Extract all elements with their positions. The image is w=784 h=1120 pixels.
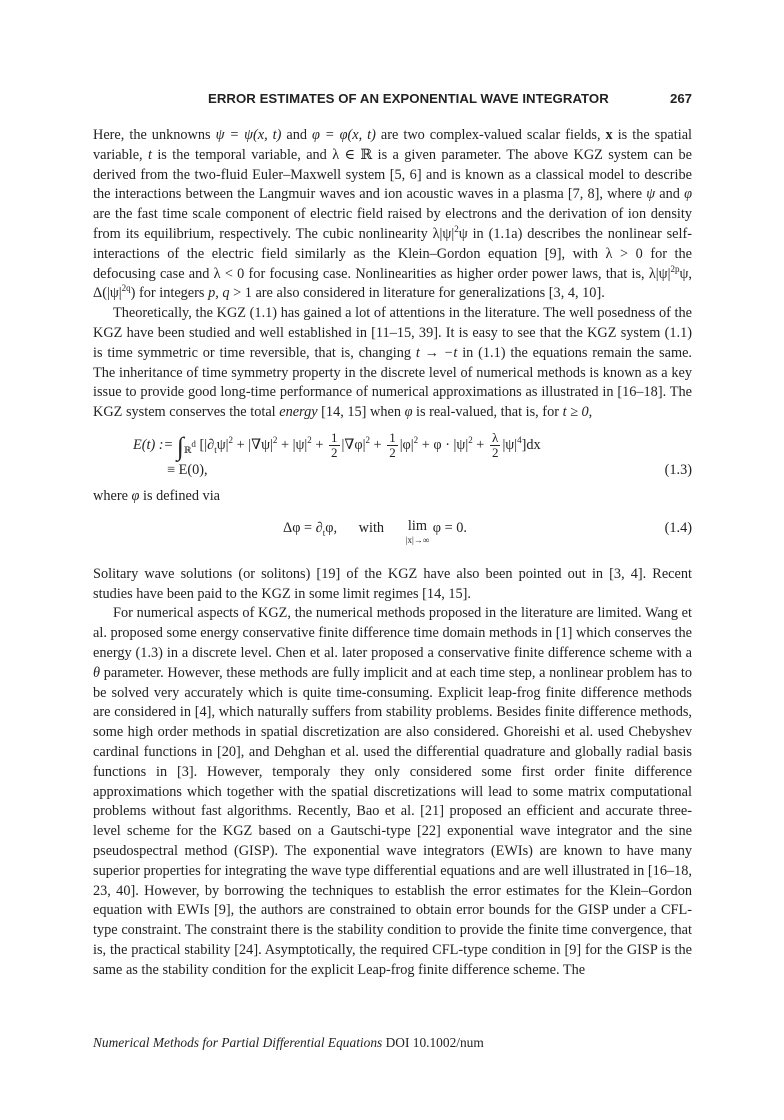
doi: DOI 10.1002/num — [382, 1035, 484, 1050]
equation-1-4: $\Delta\varphi = \partial_t\varphi$, with lim |x|→∞ φ = 0. (1.4) — [283, 517, 692, 545]
where-line: where φ is defined via — [93, 487, 221, 504]
paragraph-3: Solitary wave solutions (or solitons) [19] of the KGZ have also been pointed out in [3, 4]. Recent studies have been paid to the KGZ in some limit regimes [14, 15]. — [93, 565, 692, 602]
equation-number: (1.3) — [664, 461, 692, 478]
paragraph-2: Theoretically, the KGZ (1.1) has gained a lot of attentions in the literature. The well posedness of the KGZ have been studied and well established in [11–15, 39]. It is easy to see that the KGZ system (1.1) is time symmetric or time reversible, that is, changing t → −t in (1.1) the equations remain the same. The inheritance of time symmetry property in the discrete level of numerical methods is known as a key issue to provide good long-time performance of numerical approximations as illustrated in [16–18]. The KGZ system conserves the total energy [14, 15] when φ is real-valued, that is, for t ≥ 0, — [93, 305, 692, 421]
equation-number: (1.4) — [664, 519, 692, 536]
page-number: 267 — [669, 91, 692, 106]
running-title: ERROR ESTIMATES OF AN EXPONENTIAL WAVE INTEGRATOR — [208, 91, 609, 106]
journal-name: Numerical Methods for Partial Differential Equations — [93, 1035, 383, 1050]
equation-1-3: E(t) := $\int_{ℝ^d}$ [$|\partial_t\psi|^2 + |\nabla\psi|^2 + |\psi|^2$ + $\frac{1}{2}$ $|\nabla\varphi|^2$ + $\frac{1}{2}$ $|\varphi|^2 + \varphi \cdot |\psi|^2$ + $\frac{\lambda}{2}$ $|\psi|^4]dx$ ≡ E(0), (1.3) — [93, 423, 692, 483]
paragraph-4: For numerical aspects of KGZ, the numerical methods proposed in the literature are limited. Wang et al. proposed some energy conservative finite difference time domain methods in [1] which conserves the energy (1.3) in a discrete level. Chen et al. later proposed a conservative finite difference scheme with a θ parameter. However, these methods are fully implicit and at each time step, a nonlinear problem has to be solved very accurately which is quite time-consuming. Explicit leap-frog finite difference methods are considered in [4], which naturally suffers from stability problems. Besides finite difference methods, some high order methods in spatial discretization are also considered. Ghoreishi et al. used Chebyshev cardinal functions in [20], and Dehghan et al. used the differential quadrature and globally radial basis functions in [3]. However, temporaly they only considered some first order finite difference approximations which together with the spatial discretizations will lead to some matrix computational problems without fast algorithms. Recently, Bao et al. [21] proposed an efficient and accurate three-level scheme for the KGZ based on a Gautschi-type [22] exponential wave integrator and the sine pseudospectral method (GISP). The exponential wave integrators (EWIs) are known to have many superior properties for integrating the wave type differential equations and are well illustrated in [16–18, 23, 40]. However, by borrowing the techniques to establish the error estimates for the Klein–Gordon equation with EWIs [9], the authors are constrained to obtain error bounds for the GISP under a CFL-type constraint. The constraint there is the stability condition to provide the finite time convergence, that is, the practical stability [24]. Asymptotically, the required CFL-type condition in [9] for the GISP is the same as the stability condition for the explicit Leap-frog finite difference scheme. The — [93, 605, 692, 978]
running-header — [200, 91, 692, 111]
page-footer — [93, 1035, 484, 1051]
body-text — [93, 126, 692, 980]
paragraph-1: Here, the unknowns ψ = ψ(x, t) and φ = φ(x, t) are two complex-valued scalar fields, x is the spatial variable, t is the temporal variable, and λ ∈ ℝ is a given parameter. The above KGZ system can be derived from the two-fluid Euler–Maxwell system [5, 6] and is known as a classical model to describe the interactions between the Langmuir waves and ion acoustic waves in a plasma [7, 8], where ψ and φ are the fast time scale component of electric field raised by electrons and the derivation of ion density from its equilibrium, respectively. The cubic nonlinearity $\lambda|\psi|^2\psi$ in (1.1a) describes the nonlinear self-interactions of the electric field similarly as the Klein–Gordon equation [9], with λ > 0 for the defocusing case and λ < 0 for focusing case. Nonlinearities as higher order power laws, that is, $\lambda|\psi|^{2p}\psi$, $\Delta(|\psi|^{2q})$ for integers p, q > 1 are also considered in literature for generalizations [3, 4, 10]. — [93, 127, 693, 302]
